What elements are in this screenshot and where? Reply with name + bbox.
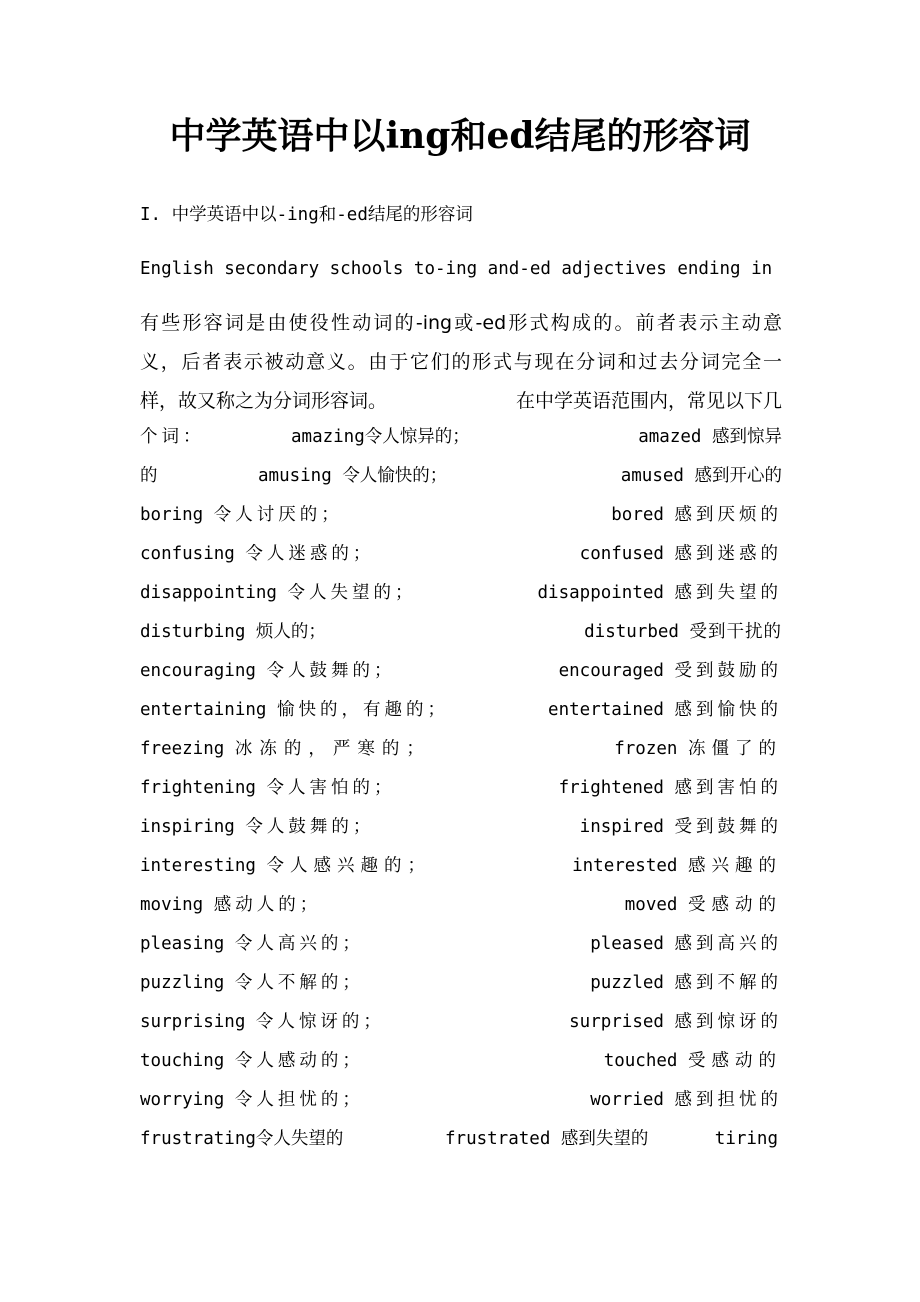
row-left-cn: 令人鼓舞的； bbox=[266, 661, 396, 681]
word-row bbox=[140, 652, 782, 691]
row-left-cn: 令人鼓舞的； bbox=[245, 817, 375, 837]
row-left-word: freezing bbox=[140, 739, 225, 759]
row-right-cn: 感到不解的 bbox=[674, 973, 782, 993]
row-mid: frustrated 感到失望的 bbox=[445, 1129, 649, 1149]
row-right-cn: 受到鼓舞的 bbox=[674, 817, 782, 837]
row-right-cn: 感到惊讶的 bbox=[674, 1012, 782, 1032]
word-row bbox=[140, 925, 782, 964]
row-right-word: worried bbox=[590, 1090, 664, 1110]
word-row bbox=[140, 730, 782, 769]
row-right-word: frightened bbox=[558, 778, 664, 798]
row-right-cn: 感到失望的 bbox=[674, 583, 782, 603]
row-left-cn: 令人感动的； bbox=[234, 1051, 364, 1071]
word-row bbox=[140, 613, 782, 652]
row-left-cn: 令人迷惑的； bbox=[245, 544, 375, 564]
row-mid-word: amazing bbox=[291, 427, 365, 447]
row-left-word: boring bbox=[140, 505, 204, 525]
row-right-word: amazed bbox=[638, 427, 702, 447]
row-left-cn: 愉快的，有趣的； bbox=[276, 700, 449, 720]
row-right-cn: 感到担忧的 bbox=[674, 1090, 782, 1110]
row-left-word: moving bbox=[140, 895, 204, 915]
row-mid-cn: 令人惊异的； bbox=[364, 427, 470, 447]
row-right bbox=[638, 418, 782, 457]
row-left-word: encouraging bbox=[140, 661, 256, 681]
row-right-word: inspired bbox=[579, 817, 664, 837]
row-left-cn: 令人高兴的； bbox=[234, 934, 364, 954]
row-right-word: touched bbox=[603, 1051, 678, 1071]
word-row bbox=[140, 1042, 782, 1081]
row-left-cn: 烦人的； bbox=[255, 622, 326, 642]
row-left-cn: 令人不解的； bbox=[234, 973, 364, 993]
word-row bbox=[140, 457, 782, 496]
row-right-word: surprised bbox=[569, 1012, 664, 1032]
row-right-cn: 感到愉快的 bbox=[674, 700, 782, 720]
row-right-word: frozen bbox=[614, 739, 678, 759]
row-left-cn: 冰冻的，严寒的； bbox=[234, 739, 431, 759]
word-row bbox=[140, 496, 782, 535]
paragraph-line bbox=[140, 382, 782, 421]
row-right-cn: 感到开心的 bbox=[694, 466, 782, 486]
row-left-word: surprising bbox=[140, 1012, 246, 1032]
row-right-word: disturbed bbox=[584, 622, 679, 642]
row-right-word: entertained bbox=[548, 700, 664, 720]
row-left-word: 的 bbox=[140, 466, 162, 486]
row-right-cn: 受感动的 bbox=[688, 1051, 782, 1071]
row-right bbox=[621, 457, 782, 496]
row-right-word: interested bbox=[572, 856, 678, 876]
word-row bbox=[140, 769, 782, 808]
word-row bbox=[140, 886, 782, 925]
row-left-word: 个词： bbox=[140, 427, 205, 447]
row-left: frustrating令人失望的 bbox=[140, 1129, 344, 1149]
document-title: 中学英语中以ing和ed结尾的形容词 bbox=[169, 115, 751, 157]
row-right-cn: 感到惊异 bbox=[712, 427, 782, 447]
row-left-word: pleasing bbox=[140, 934, 225, 954]
word-row bbox=[140, 847, 782, 886]
paragraph-line: 有些形容词是由使役性动词的-ing或-ed形式构成的。前者表示主动意 bbox=[140, 312, 782, 334]
row-left-word: interesting bbox=[140, 856, 256, 876]
row-right-word: puzzled bbox=[590, 973, 664, 993]
word-row bbox=[140, 1003, 782, 1042]
row-right-cn: 冻僵了的 bbox=[688, 739, 782, 759]
word-row bbox=[140, 535, 782, 574]
row-left-word: frightening bbox=[140, 778, 256, 798]
row-right-word: disappointed bbox=[537, 583, 664, 603]
row-left-word: inspiring bbox=[140, 817, 235, 837]
word-row bbox=[140, 574, 782, 613]
word-row bbox=[140, 1081, 782, 1120]
english-line: English secondary schools to-ing and-ed adjectives ending in bbox=[140, 259, 773, 279]
word-row bbox=[140, 691, 782, 730]
row-left-word: worrying bbox=[140, 1090, 225, 1110]
row-left-cn: 令人感兴趣的； bbox=[266, 856, 431, 876]
row-right-cn: 受到鼓励的 bbox=[674, 661, 782, 681]
row-left-word: entertaining bbox=[140, 700, 267, 720]
word-row bbox=[140, 808, 782, 847]
row-right-cn: 感到害怕的 bbox=[674, 778, 782, 798]
row-right-cn: 受到干扰的 bbox=[689, 622, 782, 642]
row-mid bbox=[258, 457, 447, 496]
row-left-cn: 令人讨厌的； bbox=[213, 505, 343, 525]
row-left-word: puzzling bbox=[140, 973, 225, 993]
row-right-cn: 感兴趣的 bbox=[688, 856, 782, 876]
row-left-cn: 令人担忧的； bbox=[234, 1090, 364, 1110]
row-right-word: moved bbox=[624, 895, 678, 915]
row-right-word: pleased bbox=[590, 934, 664, 954]
row-left-cn: 令人惊讶的； bbox=[255, 1012, 385, 1032]
word-row-last bbox=[140, 1120, 782, 1159]
row-left-word: disappointing bbox=[140, 583, 277, 603]
row-right-word: amused bbox=[620, 466, 684, 486]
intro-paragraph bbox=[140, 304, 782, 421]
row-left-word: confusing bbox=[140, 544, 235, 564]
row-mid-word: amusing bbox=[258, 466, 332, 486]
row-right: tiring bbox=[714, 1129, 778, 1149]
paragraph-line: 义，后者表示被动意义。由于它们的形式与现在分词和过去分词完全一 bbox=[140, 351, 782, 373]
paragraph-text: 样，故又称之为分词形容词。 bbox=[140, 390, 388, 412]
row-left-word: touching bbox=[140, 1051, 225, 1071]
row-right-cn: 感到迷惑的 bbox=[674, 544, 782, 564]
row-left-cn: 令人失望的； bbox=[287, 583, 417, 603]
row-right-word: encouraged bbox=[558, 661, 664, 681]
row-right-word: bored bbox=[611, 505, 664, 525]
paragraph-text: 在中学英语范围内，常见以下几 bbox=[515, 390, 782, 412]
row-right-cn: 受感动的 bbox=[688, 895, 782, 915]
row-mid bbox=[291, 418, 470, 457]
row-left-cn: 令人害怕的； bbox=[266, 778, 396, 798]
row-right-cn: 感到厌烦的 bbox=[674, 505, 782, 525]
row-left-word: disturbing bbox=[140, 622, 246, 642]
word-row bbox=[140, 418, 782, 457]
word-row bbox=[140, 964, 782, 1003]
row-mid-cn: 令人愉快的； bbox=[342, 466, 448, 486]
row-right-word: confused bbox=[579, 544, 664, 564]
row-right-cn: 感到高兴的 bbox=[674, 934, 782, 954]
row-left-cn: 感动人的； bbox=[213, 895, 322, 915]
section-heading: I. 中学英语中以-ing和-ed结尾的形容词 bbox=[140, 205, 473, 225]
